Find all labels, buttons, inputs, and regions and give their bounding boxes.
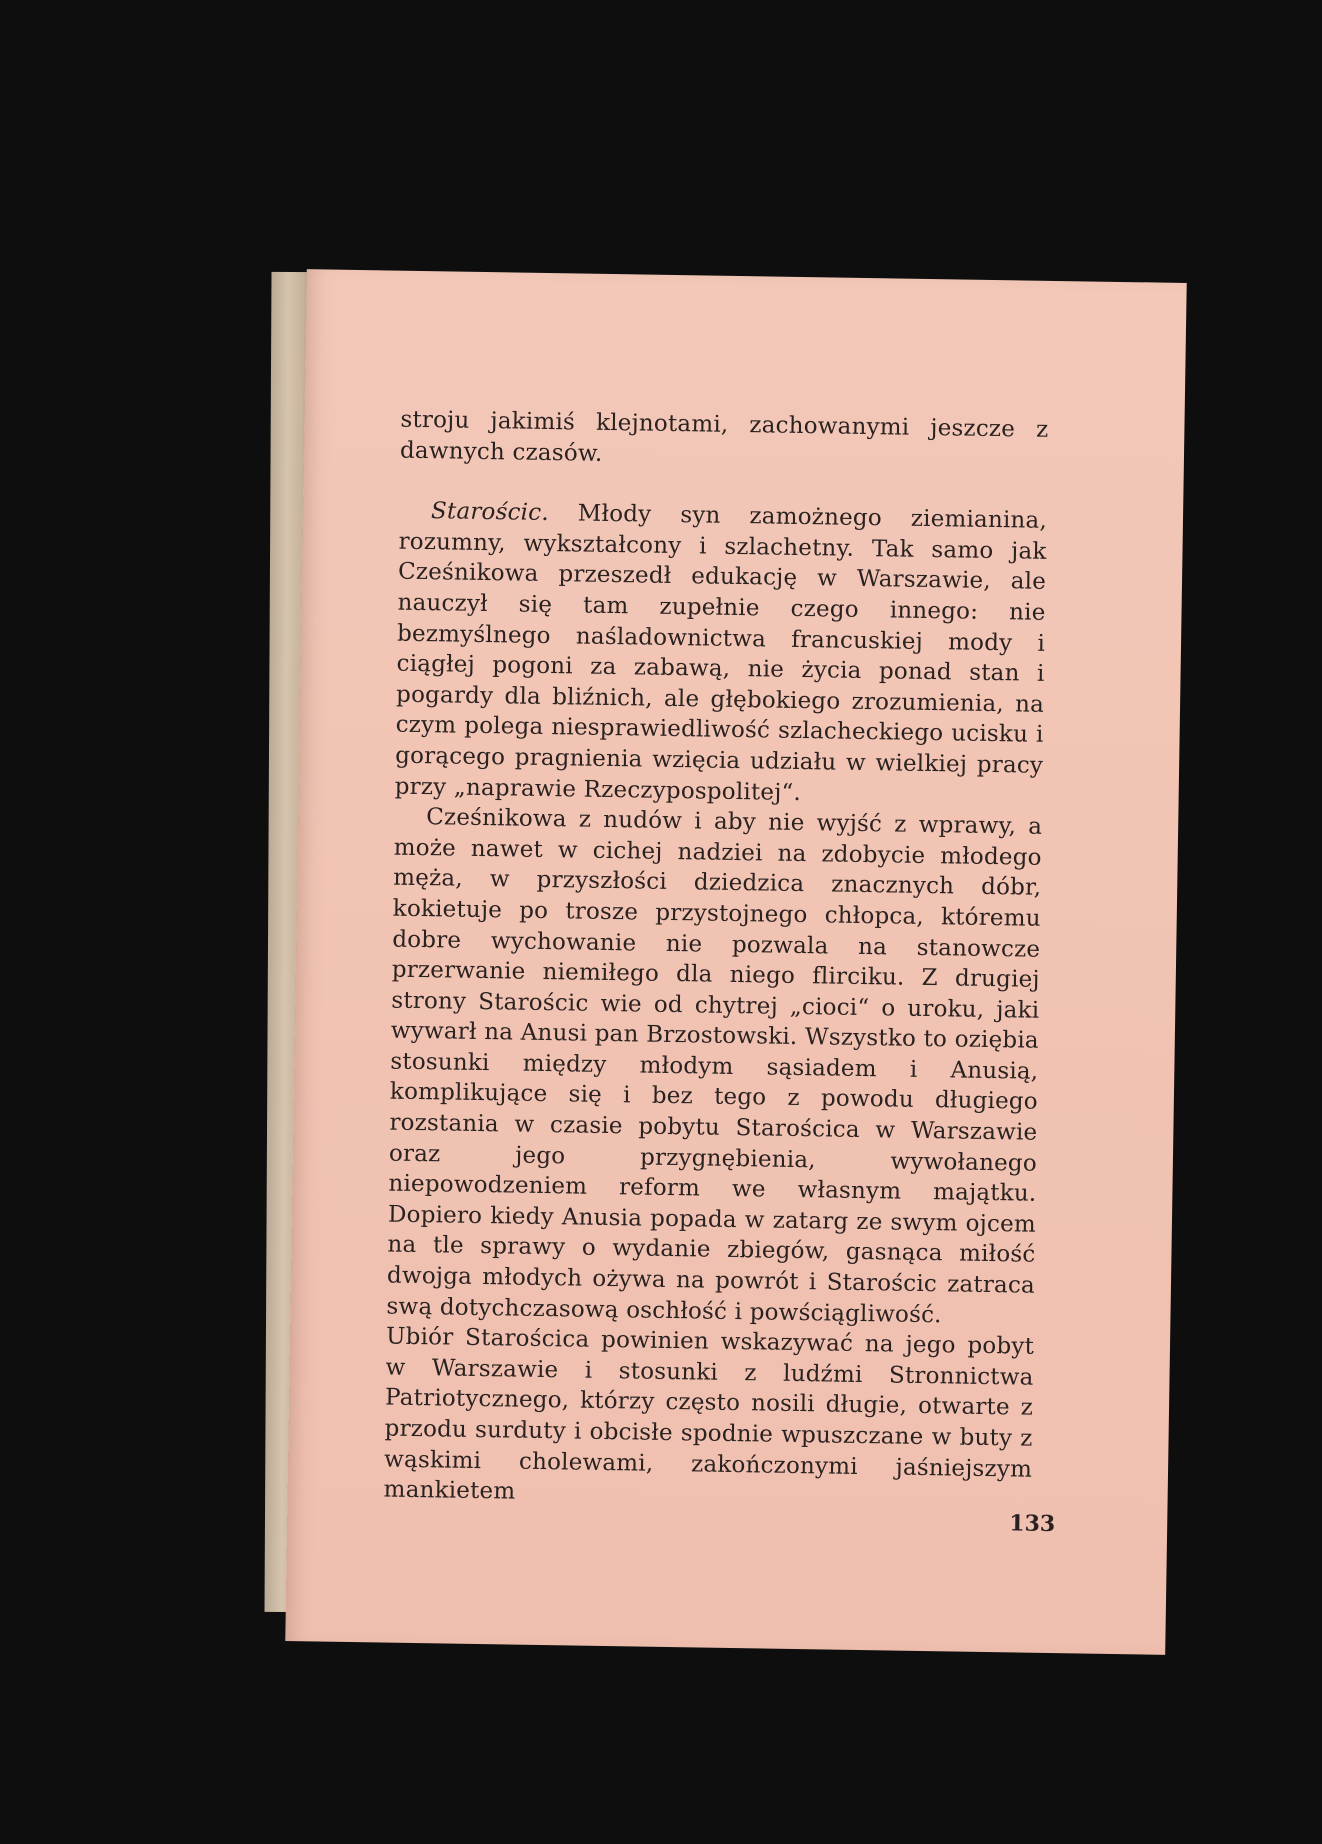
character-name: Starościc. — [430, 498, 550, 527]
paragraph-ubior — [383, 1322, 1034, 1516]
paragraph-text: stroju jakimiś klejnotami, zachowanymi jeszcze z dawnych czasów. — [399, 406, 1049, 467]
paragraph-continuation — [400, 405, 1049, 476]
paragraph-text: Ubiór Starościca powinien wskazywać na jego pobyt w Warszawie i stosunki z ludźmi Stronnictwa Patriotycznego, którzy często nosili długie, otwarte z przodu surduty i obcisłe spodnie wpuszczane w buty z wąskimi cholewami, zakończonymi jaśniejszym mankietem — [383, 1323, 1035, 1505]
paragraph-starościc — [394, 496, 1047, 812]
book-page — [285, 269, 1186, 1655]
body-text — [383, 405, 1048, 1516]
paragraph-text: Młody syn zamożnego ziemianina, rozumny, wykształcony i szlachetny. Tak samo jak Cześnikowa przeszedł edukację w Warszawie, ale nauczył się tam zupełnie czego innego: nie bezmyślnego naśladownictwa francuskiej mody i ciągłej pogoni za zabawą, nie życia ponad stan i pogardy dla bliźnich, ale głębokiego zrozumienia, na czym polega niesprawiedliwość szlacheckiego ucisku i gorącego pragnienia wzięcia udziału w wielkiej pracy przy „naprawie Rzeczypospolitej“. — [394, 500, 1048, 806]
page-number: 133 — [1009, 1510, 1056, 1538]
paragraph-cześnikowa — [386, 802, 1042, 1332]
paragraph-text: Cześnikowa z nudów i aby nie wyjść z wprawy, a może nawet w cichej nadziei na zdobycie młodego męża, w przyszłości dziedzica znacznych dóbr, kokietuje po trosze przystojnego chłopca, któremu dobre wychowanie nie pozwala na stanowcze przerwanie niemiłego dla niego flirciku. Z drugiej strony Starościc wie od chytrej „cioci“ o uroku, jaki wywarł na Anusi pan Brzostowski. Wszystko to oziębia stosunki między młodym sąsiadem i Anusią, komplikujące się i bez tego z powodu długiego rozstania w czasie pobytu Starościca w Warszawie oraz jego przygnębienia, wywołanego niepowodzeniem reform we własnym majątku. Dopiero kiedy Anusia popada w zatarg ze swym ojcem na tle sprawy o wydanie zbiegów, gasnąca miłość dwojga młodych ożywa na powrót i Starościc zatraca swą dotychczasową oschłość i powściągliwość. — [386, 804, 1043, 1328]
